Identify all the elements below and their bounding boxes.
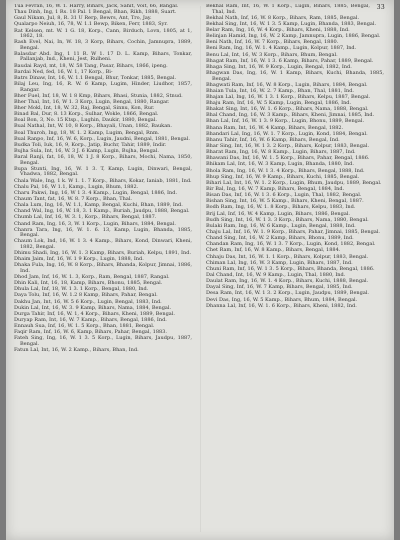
register-entry: Dhin Kali, Int, 16, 18, Kamp, Bihars, Bhonu, 1885, Bengal. (14, 280, 163, 287)
register-entry: Chaju Lal, Inf, 16, W. 1. 9 Korp., Bihars, Pahar, Jimnai, 1885, Bengal. (206, 229, 380, 236)
register-entry: Bhup Sing, Inf, 16, W. 9 Kamp., Bihars, Kuchi, 1885, Bengal. (206, 173, 360, 180)
page-number: 33 (376, 4, 385, 11)
register-entry: Bupa Stunti, Ing, 16, W. 1 3. T, Kamp, Lugin, Dinwari, Bengal, Vhadwa, 1882, Bengal. (14, 165, 192, 178)
register-entry: Dhula Lal, Inf, 18, W. 1 3. 1 Korp., Bengal, 1880, Ind. (14, 286, 149, 293)
register-entry: Bhajan Lal, Ing, 16, W. 1 3. 1 Korp., Bihars, Kelpu, 1887, Bengal. (206, 93, 371, 100)
register-entry: Bual Ranpo, Inf, 16, W. 6, Korp., Lugin, Jaudni, Bengal, 1881, Bengal. (14, 135, 190, 142)
register-entry: Binad Bal, Dur, 8. 13 Korp., Sulhar, Wokle, 1866, Bengal. (14, 111, 159, 118)
register-entry: Benu Lal, Int, 16, W. 3 Korp., Bihars, Bhum, Bengal. (206, 51, 338, 58)
register-entry: Chiman Lal, Ing, 16, W. 3 Kamp, Lugin, Bihars, 1887, Ind. (206, 259, 353, 266)
register-entry: Bodh Ram, Ing, 16, W. 1. 8 Korp., Bihars, Kelpu, 1883, Ind. (206, 204, 356, 211)
register-entry: Budka Toli, Iuk, 16, 9, Korp., Jatip, Buchr, Tahir, 1889, Indir. (14, 141, 167, 148)
register-entry: Bher Fuel, Inf, 18, W. 1 8 Kmp, Bihars, Bhasi, Stunia, 1882, Stnud. (14, 92, 183, 99)
register-entry: Dhimu Shadi, Ing, 16, W. 1. 3 Kamp, Bihars, Buriah, Kelpu, 1891, Ind. (14, 250, 192, 257)
register-entry: Chuni Ram, Inf, 16, W. 1 3. 5 Korp., Bihars, Bhanda, Bengal, 1886. (206, 265, 375, 272)
register-entry: Boal Bon, 3, No. 15 Ktsp., Lughin, Daukir, 1880, Bengal. (14, 117, 157, 124)
register-entry: Baral Ranji, fat, 16, 18, W. 1 J. 8 Korp., Bihars, Mochi, Nama, 1850, Bengal. (14, 154, 192, 166)
register-entry: Belinjan Hamid, Ing, 16, W. 2 Kamp, Jamnupra, Lugin, 1886, Bengal. (206, 33, 381, 40)
register-entry: Bual Nathal, Int, W. 10, 8 Korp., Bhayali, Unan, 1882, Baukan. (14, 123, 172, 130)
register-entry: Bekhal Ram, Int, 16, W. 1 Korp., Lugin, Bihars, 1885, Bengal, Thal, Ind. (206, 4, 370, 15)
register-entry: Dal Chand, Int, 16, W. 9 Kamp., Lugin, Thal, 1880, Ind. (206, 272, 346, 278)
register-entry: Bhaju Ram, Inf, 16, W. 5 Kamp, Lugin, Bengal, 1886, Ind. (206, 100, 352, 107)
register-entry: Chet Ram, Inf, 16, W. 8 Kamp., Bihars, Bengal, 1884. (206, 247, 341, 254)
register-entry: Duryap Ram, Int, 16, W. 7 Kamp., Bihars, Bengal, 1886, Ind. (14, 316, 167, 323)
register-entry: Chand Ram, Ing, 16, 3, W. 1 Korp., Lugin, Bihars, 1884, Bengal. (14, 220, 176, 227)
register-entry: Bardai Ned, fed, 16, W. 1, 17 Korp., Bi- (14, 68, 113, 75)
register-entry: Bihari Lal, Int, 16, W. 1. 2 Korp., Lugin, Bhum, Jaudpu, 1889, Bengal. (206, 179, 382, 186)
register-entry: Beni Nath, Inf, 16, W. 7 Korp., Bihars, Bengal, 1880. (206, 39, 339, 46)
right-column (206, 4, 384, 534)
register-entry: Bilaj Leu, Ing, 16, R. W. 6 Kamp, Lugim, Hinder, Liudhor, 1857, Rangar. (14, 81, 192, 93)
register-entry: Ennauh Sua, Inf, 16, W. 1. 5 Korp., Bhan, 1881, Bengal. (14, 323, 155, 330)
register-entry: Chand Sing, Int, 16, W. 2 Kamp, Bihars, Bhonu, 1889, Ind. (206, 235, 354, 242)
register-entry: Charu Pakwi, Ing, 16, W 1 3. 4 Kamp., Lugin, Bengal, 1886, Ind. (14, 189, 178, 196)
register-entry: Dhaim Jaim, Inf, 16, W. 1 9 Korp., Lugin, 1888, Ind. (14, 256, 144, 263)
register-entry: Bhaga Sing, Int, 16, W. 9 Korp., Lugin, Bengal, 1882, Ind. (206, 63, 352, 70)
register-entry: Daulat Ram, Ing, 16, W. 1. 4 Korp., Bihars, Kuchi, 1888, Bengal. (206, 278, 369, 285)
register-entry: Qualarpo Neiuh, 16, 78, W. 1.1 Bewp, Biken, Ferr, 1883, Syr. (14, 21, 168, 28)
register-entry: Fateh Sing, Ing, 16, W. 1 3. 5 Korp., Lugin, Bihars, Jaudpu, 1887, Bengal. (14, 335, 192, 347)
register-entry: Chandan Ram, Ing, 16, W. 1 3. 7 Korp., Lugin, Kond, 1882, Bengal. (206, 241, 376, 248)
register-entry: Dukin Lal, Int, 16, W. 3. 9 Kamp, Bihars, Nama, 1884, Bengal. (14, 304, 172, 311)
register-entry: Brij Lal, Inf, 16, W. 4 Kamp, Lugin, Bihars, 1886, Bengal. (206, 210, 350, 217)
register-entry: Bhana Ram, Int, 16, W. 4 Kamp, Bihars, Bengal, 1882. (206, 124, 344, 131)
register-entry: Bhagwan Das, Ing, 16, W. 1 Kamp, Bihars, Kuchi, Bhanda, 1885, Bengal. (206, 69, 384, 82)
register-entry: Bhikam Lal, Int, 16, W. 3 Kamp, Lugin, Bhanda, 1880, Ind. (206, 161, 354, 168)
register-entry: Durga Tahir, Inf, 16, W. 1, 4 Korp., Bihars, Kheni, 1889, Bengal. (14, 310, 175, 317)
register-entry: Chala Lum, Ing, 16, W. 1.1, Kamp, Bengal, Kuchi, Bhan, 1889, Ind. (14, 202, 183, 209)
left-column (14, 4, 192, 534)
register-entry: Bhaian Tula, Int, 16, W. 2. 7 Kamp., Bhan, Thal, 1881, Ind. (206, 87, 354, 94)
register-entry: Bher Mokl, Int, 18, W. 32, Raj, Bengal, Sinnu, Kon, Rur. (14, 105, 155, 112)
register-entry: Bishan Sing, Int, 16, W. 5 Kamp., Bihars, Kheni, Bengal, 1887. (206, 198, 364, 205)
register-entry: Chhaju Das, Int, 16, W. 1. 1 Korp., Bihars, Kolpur, 1883, Bengal. (206, 253, 369, 260)
register-entry: Bhagwati Ram, Inf, 16, W. 8 Korp., Lugin, Bihars, 1884, Bengal. (206, 81, 368, 88)
register-entry: Chumb Lal, Inf, 16, W. 3. 1, Korp., Bihars, Bengal, 1887. (14, 214, 157, 221)
register-entry: Bhanu Tahir, Inf, 16, W. 6 Kamp, Bihars, Bengal, Ind. (206, 136, 340, 143)
register-entry: Rat Kelsen, mt. W. 1 G. 18, Korp., Cann, Birduch, Lovn, 1805, at 1, 1862, 18. (14, 27, 192, 40)
register-entry: Batrs Dinaw, Int, 16, W. 1.1 Bengal, Bhur, Tonkar, 1885, Bengal. (14, 74, 177, 81)
register-entry: Balasdar Abd. Ing, 1 11 R. W 1. 17 D. L. Kamp, Bihars, Tonkar, Pallanjab, Ind., Kheni, Jest, Rulheni. (14, 50, 192, 63)
register-entry: Bher Thal, Int, 16, W 1. 3 Korp, Lugin, Bengal, 1880, Rangar. (14, 98, 170, 105)
register-entry: Boal Thuroh, Ing, 18, W. 1. 2 Kamp, Lugim, Bengal, Rnm. (14, 129, 160, 136)
scanned-page (6, 0, 394, 540)
register-entry: Bir Bal, Ing, 16, W. 7 Kamp, Bihars, Bengal, 1884, Ind. (206, 186, 345, 193)
register-entry: Bujha Sula, Int, 16, W. 3 J. 6 Kamp, Lugin, Bujha, Bengal. (14, 148, 159, 154)
register-entry: Dakhu Jan, Int, 16, W. 5 6 Korp., Lugin, Bengal, 1883, Ind. (14, 298, 162, 305)
register-entry: Chand Wal, Ing, 16, W. 18, 3. 1 Kamp., Buriah, Jaudpu, 1888, Bengal. (14, 208, 190, 215)
register-entry: Faqir Ram, Inf, 16, W. 6, Kamp, Bihars, Pahar, Bengal, 1883. (14, 329, 167, 336)
register-entry: Dhaka Fula, Ing, 16, W. 8 Korp., Bihars, Bhanda, Kolpur, Jimnai, 1886, Ind. (14, 262, 192, 274)
register-entry: Chanra Tara, Ing, 16, W. 1. 6. 13, Kamp, Lugin, Bhanda, 1885, Bengal. (14, 226, 192, 239)
register-entry: Desa Ram, Int, 16, W. 1 3. 2 Korp., Lugin, Jaudpu, 1889, Bengal. (206, 290, 369, 297)
register-entry: Chaum Lok, Ind, 16, W. 1 3. 4 Kamp., Bihars, Kond, Dinwari, Kheni, 1882, Bengal. (14, 238, 192, 250)
register-entry: Gaul Nikam, Jul, 8, R. 31 U Rerp, Bewrs, Ant, Tro, Jay. (14, 15, 152, 22)
register-entry: Dhod Jam, Inf, 16, W. 1. 3, Korp., Ram, Bengal, 1887, Rangal. (14, 273, 170, 280)
register-entry: Bhawani Das, Inf, 16, W. 1. 5 Korp., Bihars, Pahar, Bengal, 1886. (206, 155, 370, 162)
register-entry: Bhagat Ram, Inf, 16, W. 1 3. 6 Kamp, Bihars, Pahar, 1889, Bengal. (206, 57, 374, 64)
register-entry: Bhal Chand, Ing, 16, W. 3 Kamp., Bihars, Kheni, Jimnai, 1885, Ind. (206, 112, 375, 119)
register-entry: Devi Das, Ing, 16, W. 5 Kamp., Bihars, Bhum, 1884, Bengal. (206, 296, 358, 303)
register-entry: Budh Sing, Int, 16, W. 1 3. 3 Korp., Bihars, Nama, 1880, Bengal. (206, 216, 369, 223)
register-entry: Bhandari Lal, Ing, 16, W. 1. 7 Korp., Lugin, Kond, 1884, Bengal. (206, 130, 368, 137)
register-entry: Dhanna Lal, Inf, 16, W. 1. 6 Korp., Bihars, Kheni, 1882, Ind. (206, 302, 357, 309)
register-entry: Daya Tolu, Inf, 16, W. 1.2 8 Kamp, Bihars, Pahar, Bengal. (14, 292, 158, 299)
register-entry: Belar Ram, Ing, 16, W. 4 Korp., Bihars, Kheni, 1888, Ind. (206, 26, 350, 33)
register-entry: Bisan Das, Inf, 16, W. 1 3. 6 Korp., Lugin, Thal, 1882, Bengal. (206, 192, 362, 199)
register-entry: Bekhal Sing, Int, 16, W. 1 3. 5 Kamp, Lugin, Bhanda, 1883, Bengal. (206, 20, 377, 27)
register-entry: Rash Evel, Nai, In, W. 18, 3 Korp, Bihars, Cochin, Jamnupra, 1889, Bengal. (14, 39, 192, 51)
register-entry: Baudai Rayd, mt, 18, W. 58 Tang, Pasar, Bihars, 1866, ipeng. (14, 62, 168, 69)
register-entry: Bhakat Sing, Int, 16, W. 1. 6 Korp., Bihars, Nama, 1888, Bengal. (206, 106, 369, 113)
register-entry: Beni Ram, Ing, 16, W. 1. 4 Kamp., Lugin, Kolpur, 1887, Ind. (206, 45, 357, 52)
register-entry: Chaum Tant, fat, 16, W. 8. 7 Korp., Bhan, Thal. (14, 195, 133, 202)
register-entry: Chalu Pal, 16, W 1.1, Kamp., Lugin, Bhum, 1882. (14, 183, 139, 190)
register-entry: Fatun Lal, Int, 16, W. 2 Kamp., Bihars, Bhan, Ind. (14, 347, 139, 354)
register-entry: Bhan Lal, Inf, 16, W. 1 3. 9 Korp., Lugin, Bhonu, 1889, Bengal. (206, 118, 365, 125)
register-entry: Bhola Ram, Ing, 16, W. 1 3. 4 Korp., Bihars, Bengal, 1888, Ind. (206, 167, 365, 174)
register-entry: Tua Fevran, 16, W. 1. Harry, Bihars, Jack, Sahit, Voit, 66, Bangal. (14, 4, 179, 9)
register-entry: Chala Wale, Ing, 1 k. W 1. 1. 7 Korp., Bihars, Kokar, Ianiab, 1881, Ind. (14, 177, 192, 184)
register-entry: Bharat Ram, Ing, 16, W. 8 Kamp., Lugin, Bihars, 1887, Ind. (206, 149, 356, 156)
register-entry: Bekhal Nath, Inf, 16, W. 8 Korp., Bihars, Ram, 1885, Bengal. (206, 14, 360, 21)
register-entry: Thau Dinh, Ing, 1 Rs. 18 Pal. 1 Bengal, Bhan, Rikh, 1888, Suart. (14, 9, 177, 16)
register-entry: Bhar Sing, Int, 16, W. 1 3. 2 Korp., Bihars, Kolpur, 1883, Bengal. (206, 143, 370, 150)
register-entry: Dayal Sing, Inf, 16, W. 7 Kamp, Bihars, Bengal, 1885, Ind. (206, 284, 353, 291)
column-gutter (200, 6, 201, 532)
register-entry: Bulaki Ram, Ing, 16, W. 6 Kamp., Lugin, Bengal, 1888, Ind. (206, 222, 356, 229)
